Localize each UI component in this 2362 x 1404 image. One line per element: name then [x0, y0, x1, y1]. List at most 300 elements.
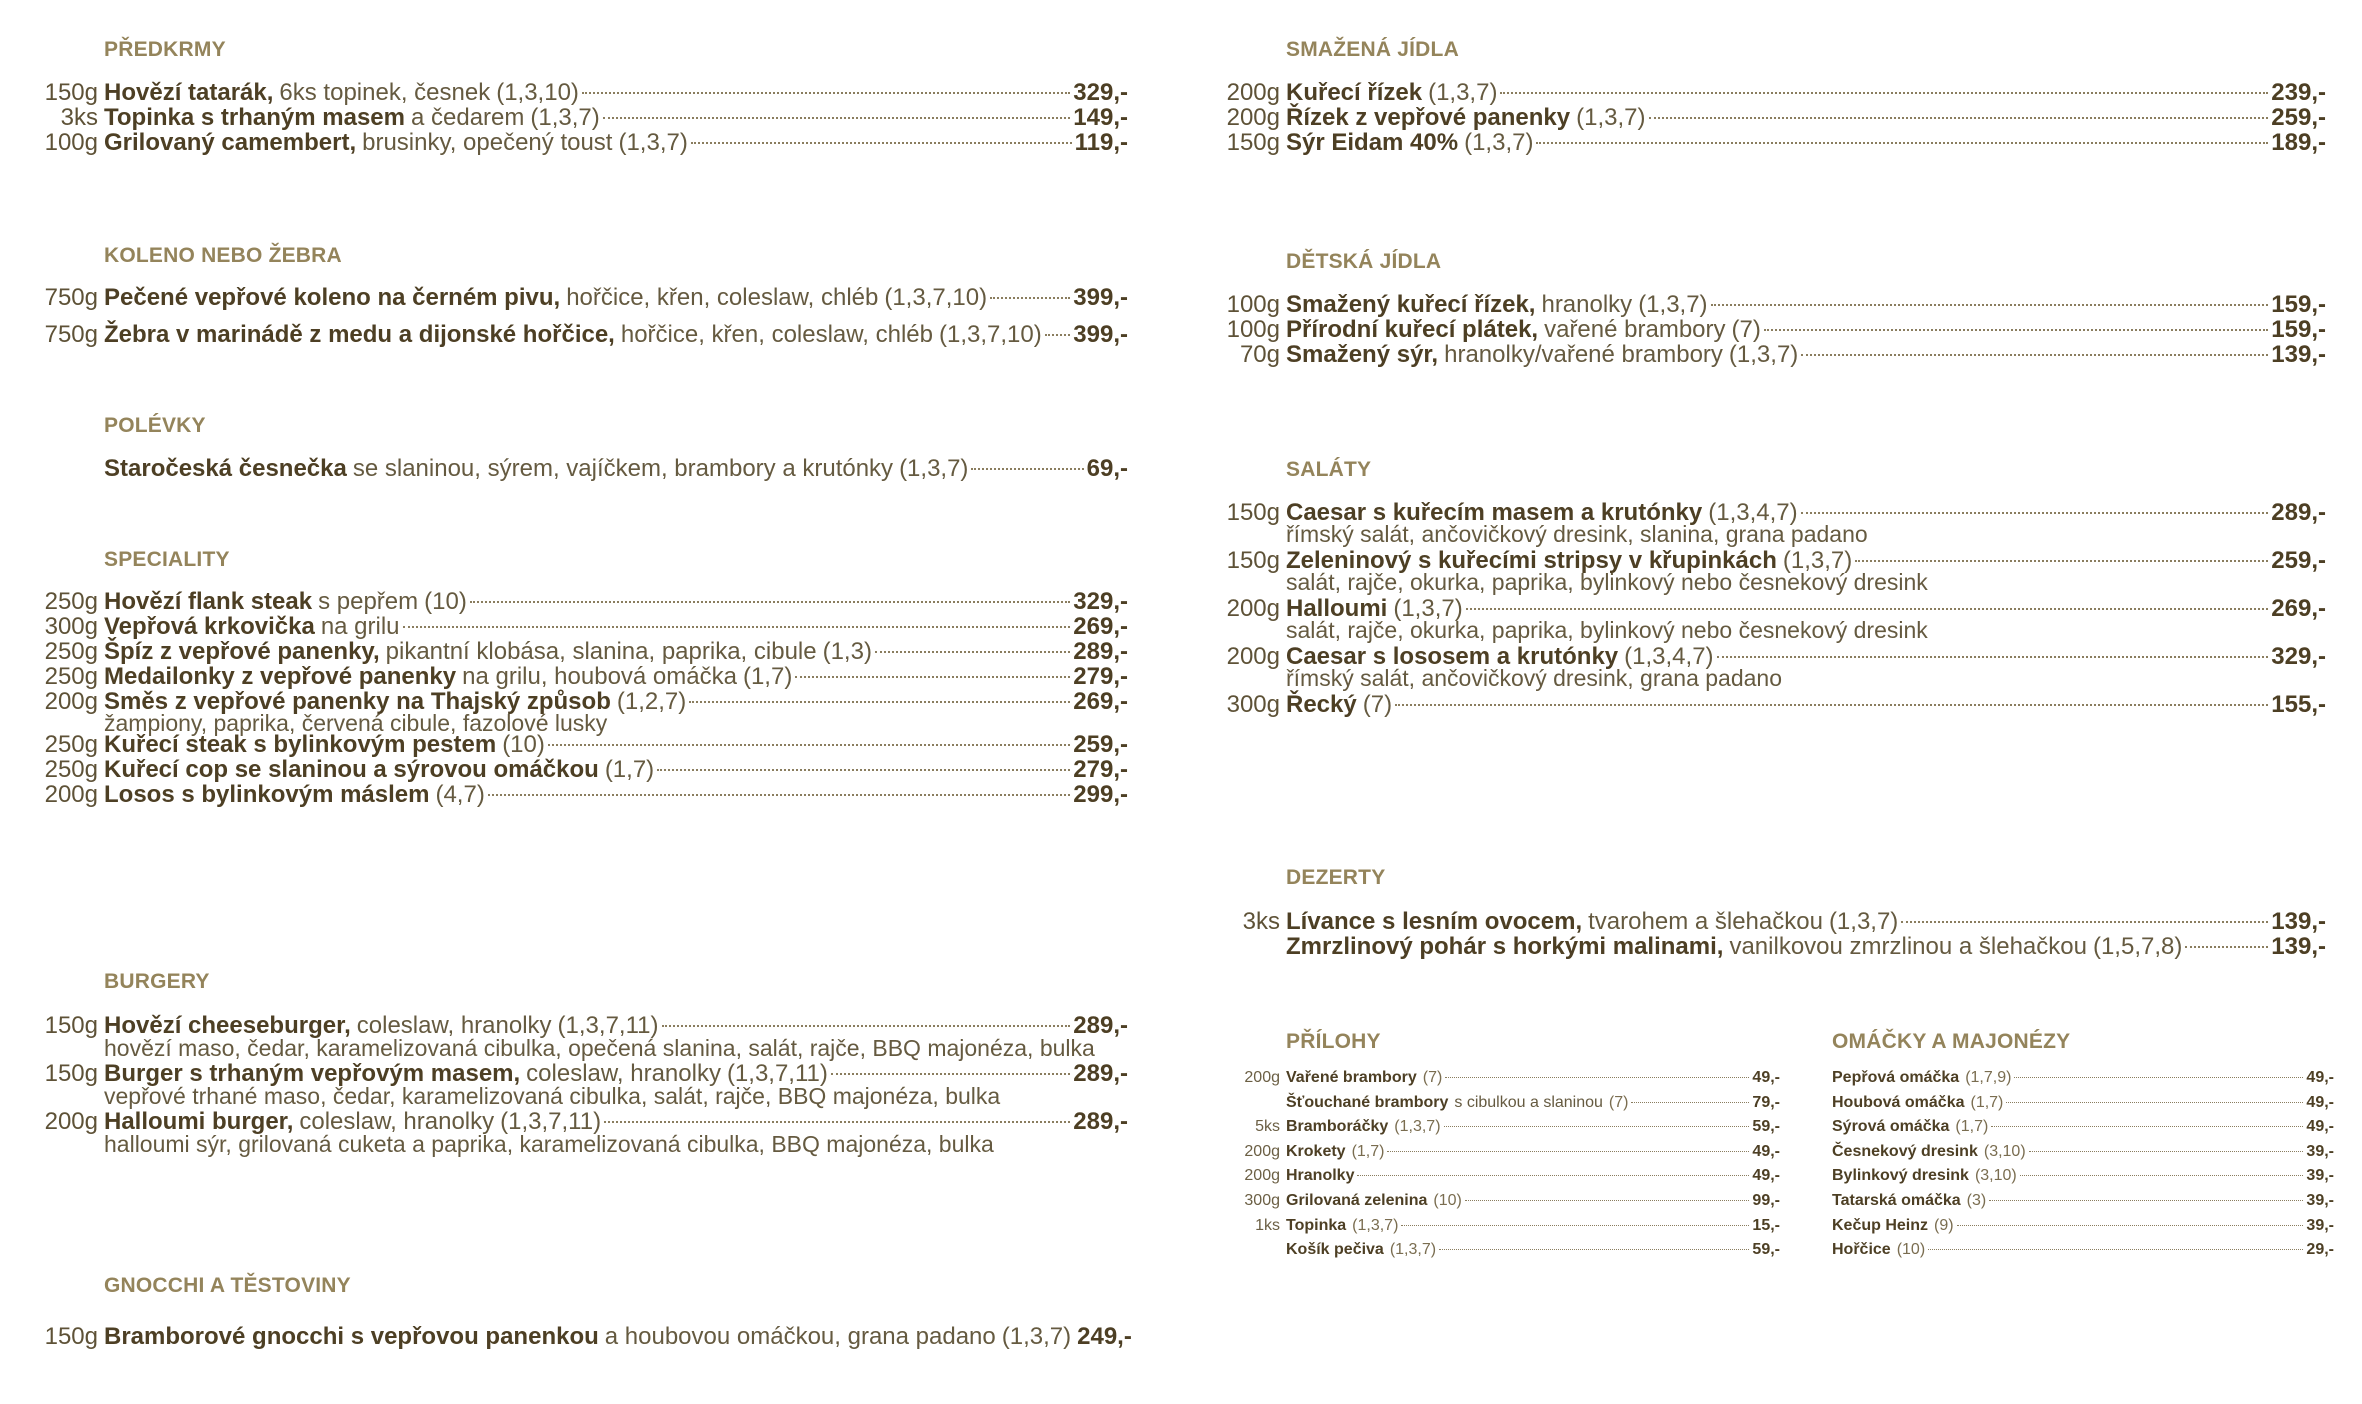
item-line	[1286, 1066, 1780, 1090]
item-name: Halloumi burger,	[104, 1108, 294, 1135]
item-name: Caesar s lososem a krutónky	[1286, 643, 1619, 670]
item-allergens: (1,3,7)	[1828, 908, 1899, 935]
item-name: Česnekový dresink	[1832, 1142, 1978, 1160]
item-price: 149,-	[1073, 104, 1128, 131]
item-description: a čedarem	[410, 104, 525, 131]
item-allergens: (1,5,7,8)	[2092, 933, 2183, 960]
item-allergens: (1,7)	[742, 663, 793, 690]
item-name: Košík pečiva	[1286, 1241, 1384, 1259]
item-description: se slaninou, sýrem, vajíčkem, brambory a krutónky	[352, 455, 894, 482]
item-name: Smažený sýr,	[1286, 341, 1439, 368]
section-title: DĚTSKÁ JÍDLA	[1286, 250, 1442, 273]
dot-leader	[1649, 117, 2269, 119]
item-description: brusinky, opečený toust	[362, 129, 613, 156]
item-price: 139,-	[2271, 908, 2326, 935]
item-subtext: žampiony, paprika, červená cibule, fazolové lusky	[104, 710, 608, 736]
item-weight: 750g	[44, 321, 98, 348]
menu-section	[1180, 458, 2330, 718]
item-price: 249,-	[1077, 1323, 1132, 1350]
menu-section	[0, 244, 1132, 348]
dot-leader	[971, 468, 1083, 470]
item-subtext: římský salát, ančovičkový dresink, slanina, grana padano	[1286, 521, 1868, 547]
dot-leader	[1500, 92, 2268, 94]
dot-leader	[1445, 1077, 1749, 1078]
item-price: 259,-	[2271, 547, 2326, 574]
item-name: Špíz z vepřové panenky,	[104, 638, 380, 665]
item-name: Caesar s kuřecím masem a krutónky	[1286, 499, 1703, 526]
item-line	[1286, 1214, 1780, 1238]
item-weight: 200g	[1226, 104, 1280, 131]
item-line	[1832, 1189, 2334, 1213]
section-title: SMAŽENÁ JÍDLA	[1286, 38, 1459, 61]
item-name: Hovězí cheeseburger,	[104, 1012, 351, 1039]
item-weight: 200g	[1226, 79, 1280, 106]
menu-section	[1180, 866, 2330, 960]
dot-leader	[2029, 1151, 2304, 1152]
item-weight: 200g	[44, 781, 98, 808]
item-allergens: (7)	[1608, 1093, 1629, 1111]
item-description: na grilu	[320, 613, 400, 640]
dot-leader	[488, 794, 1070, 796]
item-weight: 3ks	[60, 104, 98, 131]
item-description: coleslaw, hranolky	[526, 1060, 721, 1087]
item-line	[1832, 1214, 2334, 1238]
item-description: hořčice, křen, coleslaw, chléb	[620, 321, 933, 348]
dot-leader	[603, 117, 1071, 119]
item-weight: 150g	[1226, 547, 1280, 574]
item-allergens: (1,3,7)	[1782, 547, 1853, 574]
item-allergens: (1,3)	[822, 638, 872, 665]
dot-leader	[1536, 142, 2268, 144]
item-description: tvarohem a šlehačkou	[1588, 908, 1823, 935]
item-line	[1832, 1140, 2334, 1164]
item-name: Kuřecí řízek	[1286, 79, 1423, 106]
dot-leader	[1444, 1126, 1750, 1127]
item-weight: 750g	[44, 284, 98, 311]
dot-leader	[831, 1073, 1070, 1075]
item-description: hranolky/vařené brambory	[1444, 341, 1723, 368]
dot-leader	[1764, 329, 2268, 331]
menu-item	[1832, 1091, 2334, 1115]
item-allergens: (3,10)	[1983, 1142, 2026, 1160]
item-allergens: (1,3,7,11)	[557, 1012, 659, 1039]
item-weight: 200g	[1226, 643, 1280, 670]
item-allergens: (1,3,7)	[618, 129, 688, 156]
item-price: 39,-	[2306, 1167, 2334, 1185]
item-allergens: (7)	[1731, 316, 1761, 343]
menu-item	[1180, 1115, 1780, 1139]
section-title: PŘEDKRMY	[104, 38, 226, 61]
dot-leader	[875, 651, 1070, 653]
item-price: 139,-	[2271, 341, 2326, 368]
menu-item	[1180, 1091, 1780, 1115]
item-name: Hovězí tatarák,	[104, 79, 274, 106]
dot-leader	[1401, 1225, 1749, 1226]
menu-item	[0, 126, 1132, 160]
item-weight: 70g	[1239, 341, 1280, 368]
item-price: 39,-	[2306, 1192, 2334, 1209]
item-name: Pečené vepřové koleno na černém pivu,	[104, 284, 561, 311]
menu-item	[0, 1320, 1132, 1354]
item-price: 269,-	[1073, 688, 1128, 715]
item-name: Řízek z vepřové panenky	[1286, 104, 1571, 131]
dot-leader	[1395, 704, 2268, 706]
dot-leader	[403, 626, 1071, 628]
item-line	[104, 126, 1128, 160]
dot-leader	[604, 1121, 1070, 1123]
item-allergens: (3)	[1966, 1192, 1987, 1209]
item-price: 259,-	[1073, 731, 1128, 758]
dot-leader	[1465, 1200, 1750, 1201]
item-name: Hranolky	[1286, 1167, 1355, 1185]
item-weight: 200g	[44, 688, 98, 715]
dot-leader	[662, 1025, 1071, 1027]
menu-item	[1832, 1115, 2334, 1139]
item-price: 189,-	[2271, 129, 2326, 156]
item-allergens: (1,3,7)	[530, 104, 600, 131]
item-line	[1286, 126, 2326, 160]
item-price: 39,-	[2306, 1216, 2334, 1234]
item-price: 15,-	[1752, 1216, 1780, 1234]
item-description: hranolky	[1541, 291, 1633, 318]
item-line	[104, 281, 1128, 315]
item-allergens: (1,3,7)	[1001, 1323, 1072, 1350]
item-description: coleslaw, hranolky	[299, 1108, 495, 1135]
menu-item	[1180, 1066, 1780, 1090]
item-description: pikantní klobása, slanina, paprika, cibule	[385, 638, 817, 665]
menu-item	[1180, 688, 2330, 722]
item-line	[1286, 688, 2326, 722]
dot-leader	[1711, 304, 2269, 306]
section-title: KOLENO NEBO ŽEBRA	[104, 244, 342, 267]
item-allergens: (1,7,9)	[1965, 1069, 2012, 1086]
menu-section	[0, 414, 1132, 482]
item-weight: 200g	[1244, 1142, 1280, 1160]
dot-leader	[1466, 608, 2269, 610]
item-weight: 100g	[1226, 316, 1280, 343]
menu-item	[1832, 1189, 2334, 1213]
item-allergens: (1,3,7)	[1464, 129, 1534, 156]
item-weight: 300g	[1226, 691, 1280, 718]
item-subtext: hovězí maso, čedar, karamelizovaná cibulka, opečená slanina, salát, rajče, BBQ majonéza, bulka	[104, 1035, 1095, 1061]
section-title: SPECIALITY	[104, 548, 230, 571]
item-weight: 200g	[44, 1108, 98, 1135]
item-allergens: (1,3,7)	[1576, 104, 1646, 131]
item-weight: 300g	[1244, 1192, 1280, 1209]
menu-section	[0, 38, 1132, 156]
item-price: 155,-	[2271, 691, 2326, 718]
item-price: 49,-	[2306, 1118, 2334, 1136]
dot-leader	[691, 142, 1072, 144]
item-allergens: (1,3,7)	[1638, 291, 1708, 318]
item-weight: 200g	[1244, 1069, 1280, 1086]
item-allergens: (1,7)	[1970, 1093, 2004, 1111]
item-price: 289,-	[1073, 1012, 1128, 1039]
item-line	[1286, 1164, 1780, 1188]
item-allergens: (1,3,7,10)	[939, 321, 1042, 348]
item-line	[1832, 1164, 2334, 1188]
item-name: Grilovaná zelenina	[1286, 1192, 1428, 1209]
item-price: 399,-	[1073, 321, 1128, 348]
item-price: 159,-	[2271, 291, 2326, 318]
menu-item	[1180, 1164, 1780, 1188]
item-subtext: vepřové trhané maso, čedar, karamelizovaná cibulka, salát, rajče, BBQ majonéza, bulka	[104, 1083, 1001, 1109]
item-price: 49,-	[2306, 1093, 2334, 1111]
item-price: 79,-	[1752, 1093, 1780, 1111]
menu-item	[0, 281, 1132, 315]
dot-leader	[1928, 1249, 2303, 1250]
item-line	[1832, 1091, 2334, 1115]
item-subtext: halloumi sýr, grilovaná cuketa a paprika, karamelizovaná cibulka, BBQ majonéza, bulka	[104, 1131, 994, 1157]
item-weight: 5ks	[1255, 1118, 1280, 1136]
item-weight: 150g	[1226, 129, 1280, 156]
item-line	[1286, 338, 2326, 372]
item-price: 119,-	[1074, 129, 1128, 156]
item-name: Medailonky z vepřové panenky	[104, 663, 457, 690]
item-price: 99,-	[1752, 1192, 1780, 1209]
item-line	[104, 452, 1128, 486]
menu-item	[1180, 1238, 1780, 1262]
item-subtext: salát, rajče, okurka, paprika, bylinkový nebo česnekový dresink	[1286, 569, 1928, 595]
item-allergens: (7)	[1422, 1069, 1443, 1086]
dot-leader	[1631, 1102, 1749, 1103]
item-name: Zmrzlinový pohár s horkými malinami,	[1286, 933, 1724, 960]
item-allergens: (10)	[1896, 1241, 1926, 1259]
item-allergens: (1,7)	[604, 756, 655, 783]
item-price: 269,-	[1073, 613, 1128, 640]
dot-leader	[1357, 1175, 1749, 1176]
item-name: Vařené brambory	[1286, 1069, 1417, 1086]
item-name: Kuřecí steak s bylinkovým pestem	[104, 731, 497, 758]
dot-leader	[1901, 921, 2268, 923]
item-line	[104, 1320, 1132, 1354]
item-line	[104, 778, 1128, 812]
item-name: Kuřecí cop se slaninou a sýrovou omáčkou	[104, 756, 599, 783]
menu-item	[1832, 1066, 2334, 1090]
item-price: 69,-	[1086, 455, 1128, 482]
item-weight: 150g	[1226, 499, 1280, 526]
menu-item	[1180, 1214, 1780, 1238]
item-allergens: (1,3,10)	[496, 79, 579, 106]
item-weight: 150g	[44, 79, 98, 106]
menu-item	[0, 318, 1132, 352]
menu-section	[0, 970, 1132, 1157]
item-allergens: (1,2,7)	[616, 688, 687, 715]
item-description: vařené brambory	[1544, 316, 1726, 343]
item-price: 279,-	[1073, 756, 1128, 783]
dot-leader	[1991, 1126, 2303, 1127]
item-description: s pepřem	[318, 588, 419, 615]
item-name: Vepřová krkovička	[104, 613, 315, 640]
item-line	[1832, 1238, 2334, 1262]
item-weight: 1ks	[1255, 1216, 1280, 1234]
item-weight: 250g	[44, 731, 98, 758]
item-name: Tatarská omáčka	[1832, 1192, 1961, 1209]
menu-section	[1180, 1030, 1780, 1259]
dot-leader	[1855, 560, 2268, 562]
item-price: 59,-	[1752, 1241, 1780, 1259]
item-name: Bramborové gnocchi s vepřovou panenkou	[104, 1323, 599, 1350]
item-price: 279,-	[1073, 663, 1128, 690]
item-weight: 200g	[1226, 595, 1280, 622]
item-allergens: (1,3,7,10)	[884, 284, 988, 311]
dot-leader	[582, 92, 1070, 94]
item-weight: 250g	[44, 756, 98, 783]
item-line	[1286, 1091, 1780, 1115]
menu-item	[1832, 1238, 2334, 1262]
item-weight: 200g	[1244, 1167, 1280, 1185]
menu-item	[0, 452, 1132, 486]
item-allergens: (3,10)	[1974, 1167, 2017, 1185]
item-price: 29,-	[2306, 1241, 2334, 1259]
item-price: 329,-	[1073, 588, 1128, 615]
item-price: 39,-	[2306, 1142, 2334, 1160]
item-name: Smažený kuřecí řízek,	[1286, 291, 1536, 318]
dot-leader	[795, 676, 1070, 678]
item-weight: 150g	[44, 1060, 98, 1087]
item-name: Řecký	[1286, 691, 1357, 718]
item-allergens: (9)	[1934, 1216, 1954, 1234]
item-allergens: (7)	[1362, 691, 1393, 718]
item-price: 329,-	[1073, 79, 1128, 106]
item-allergens: (1,3,7)	[1352, 1216, 1399, 1234]
item-description: na grilu, houbová omáčka	[462, 663, 737, 690]
dot-leader	[689, 701, 1070, 703]
section-title: PŘÍLOHY	[1286, 1030, 1381, 1053]
item-line	[1286, 1115, 1780, 1139]
item-price: 239,-	[2271, 79, 2326, 106]
item-price: 299,-	[1073, 781, 1128, 808]
item-description: vanilkovou zmrzlinou a šlehačkou	[1729, 933, 2087, 960]
item-line	[1832, 1066, 2334, 1090]
item-allergens: (1,3,7)	[1728, 341, 1799, 368]
item-line	[104, 318, 1128, 352]
item-line	[1286, 930, 2326, 964]
section-title: POLÉVKY	[104, 414, 206, 437]
item-subtext: salát, rajče, okurka, paprika, bylinkový nebo česnekový dresink	[1286, 617, 1928, 643]
dot-leader	[470, 601, 1070, 603]
section-title: GNOCCHI A TĚSTOVINY	[104, 1274, 351, 1297]
menu-section	[1180, 250, 2330, 368]
item-weight: 150g	[44, 1012, 98, 1039]
item-name: Hovězí flank steak	[104, 588, 313, 615]
dot-leader	[1957, 1225, 2304, 1226]
item-name: Houbová omáčka	[1832, 1093, 1965, 1111]
item-name: Bylinkový dresink	[1832, 1167, 1969, 1185]
item-description: s cibulkou a slaninou	[1454, 1093, 1603, 1111]
section-title: DEZERTY	[1286, 866, 1386, 889]
item-allergens: (1,3,7)	[1394, 1118, 1441, 1136]
item-allergens: (1,3,7)	[1389, 1241, 1437, 1259]
item-subtext: římský salát, ančovičkový dresink, grana padano	[1286, 665, 1783, 691]
dot-leader	[1717, 656, 2269, 658]
menu-item	[1832, 1214, 2334, 1238]
item-description: hořčice, křen, coleslaw, chléb	[566, 284, 879, 311]
item-price: 49,-	[1752, 1167, 1780, 1185]
item-name: Směs z vepřové panenky na Thajský způsob	[104, 688, 611, 715]
item-name: Žebra v marinádě z medu a dijonské hořčice,	[104, 321, 615, 348]
item-allergens: (1,3,7,11)	[500, 1108, 602, 1135]
item-price: 289,-	[2271, 499, 2326, 526]
item-line	[1286, 1140, 1780, 1164]
item-description: coleslaw, hranolky	[356, 1012, 552, 1039]
menu-item	[1180, 338, 2330, 372]
item-line	[1286, 1189, 1780, 1213]
item-allergens: (1,3,7)	[1428, 79, 1498, 106]
menu-item	[1180, 1189, 1780, 1213]
item-allergens: (1,7)	[1955, 1118, 1989, 1136]
item-name: Šťouchané brambory	[1286, 1093, 1449, 1111]
menu-item	[0, 778, 1132, 812]
menu-section	[0, 1274, 1132, 1350]
dot-leader	[548, 744, 1070, 746]
item-name: Staročeská česnečka	[104, 455, 347, 482]
menu-item	[1832, 1164, 2334, 1188]
dot-leader	[1439, 1249, 1749, 1250]
section-title: SALÁTY	[1286, 458, 1372, 481]
item-weight: 150g	[44, 1323, 98, 1350]
section-title: OMÁČKY A MAJONÉZY	[1832, 1030, 2071, 1053]
item-weight: 300g	[44, 613, 98, 640]
dot-leader	[2185, 946, 2268, 948]
item-description: 6ks topinek, česnek	[279, 79, 491, 106]
item-name: Přírodní kuřecí plátek,	[1286, 316, 1539, 343]
menu-item	[1832, 1140, 2334, 1164]
menu-item	[1180, 930, 2330, 964]
menu-item	[1180, 126, 2330, 160]
item-name: Burger s trhaným vepřovým masem,	[104, 1060, 521, 1087]
item-name: Halloumi	[1286, 595, 1388, 622]
item-name: Topinka	[1286, 1216, 1347, 1234]
item-price: 289,-	[1073, 1108, 1128, 1135]
item-allergens: (1,3,7)	[1393, 595, 1463, 622]
item-price: 259,-	[2271, 104, 2326, 131]
item-line	[1832, 1115, 2334, 1139]
item-description: a houbovou omáčkou, grana padano	[604, 1323, 996, 1350]
item-weight: 3ks	[1242, 908, 1280, 935]
item-name: Losos s bylinkovým máslem	[104, 781, 430, 808]
item-price: 59,-	[1752, 1118, 1780, 1136]
item-allergens: (10)	[502, 731, 545, 758]
item-price: 329,-	[2271, 643, 2326, 670]
item-weight: 250g	[44, 588, 98, 615]
item-weight: 250g	[44, 638, 98, 665]
item-price: 49,-	[2306, 1069, 2334, 1086]
item-weight: 250g	[44, 663, 98, 690]
dot-leader	[2006, 1102, 2303, 1103]
section-title: BURGERY	[104, 970, 210, 993]
item-allergens: (1,3,4,7)	[1624, 643, 1714, 670]
item-allergens: (4,7)	[435, 781, 485, 808]
item-price: 269,-	[2271, 595, 2326, 622]
item-name: Sýr Eidam 40%	[1286, 129, 1459, 156]
item-allergens: (1,3,7,11)	[726, 1060, 828, 1087]
item-name: Bramboráčky	[1286, 1118, 1389, 1136]
item-weight: 100g	[1226, 291, 1280, 318]
item-name: Zeleninový s kuřecími stripsy v křupinkách	[1286, 547, 1777, 574]
menu-section	[1180, 38, 2330, 156]
item-name: Krokety	[1286, 1142, 1346, 1160]
item-price: 289,-	[1073, 638, 1128, 665]
dot-leader	[2014, 1077, 2303, 1078]
item-weight: 100g	[44, 129, 98, 156]
item-name: Hořčice	[1832, 1241, 1891, 1259]
dot-leader	[1045, 334, 1071, 336]
item-allergens: (1,3,4,7)	[1708, 499, 1798, 526]
dot-leader	[1387, 1151, 1749, 1152]
item-name: Lívance s lesním ovocem,	[1286, 908, 1583, 935]
dot-leader	[1801, 354, 2268, 356]
